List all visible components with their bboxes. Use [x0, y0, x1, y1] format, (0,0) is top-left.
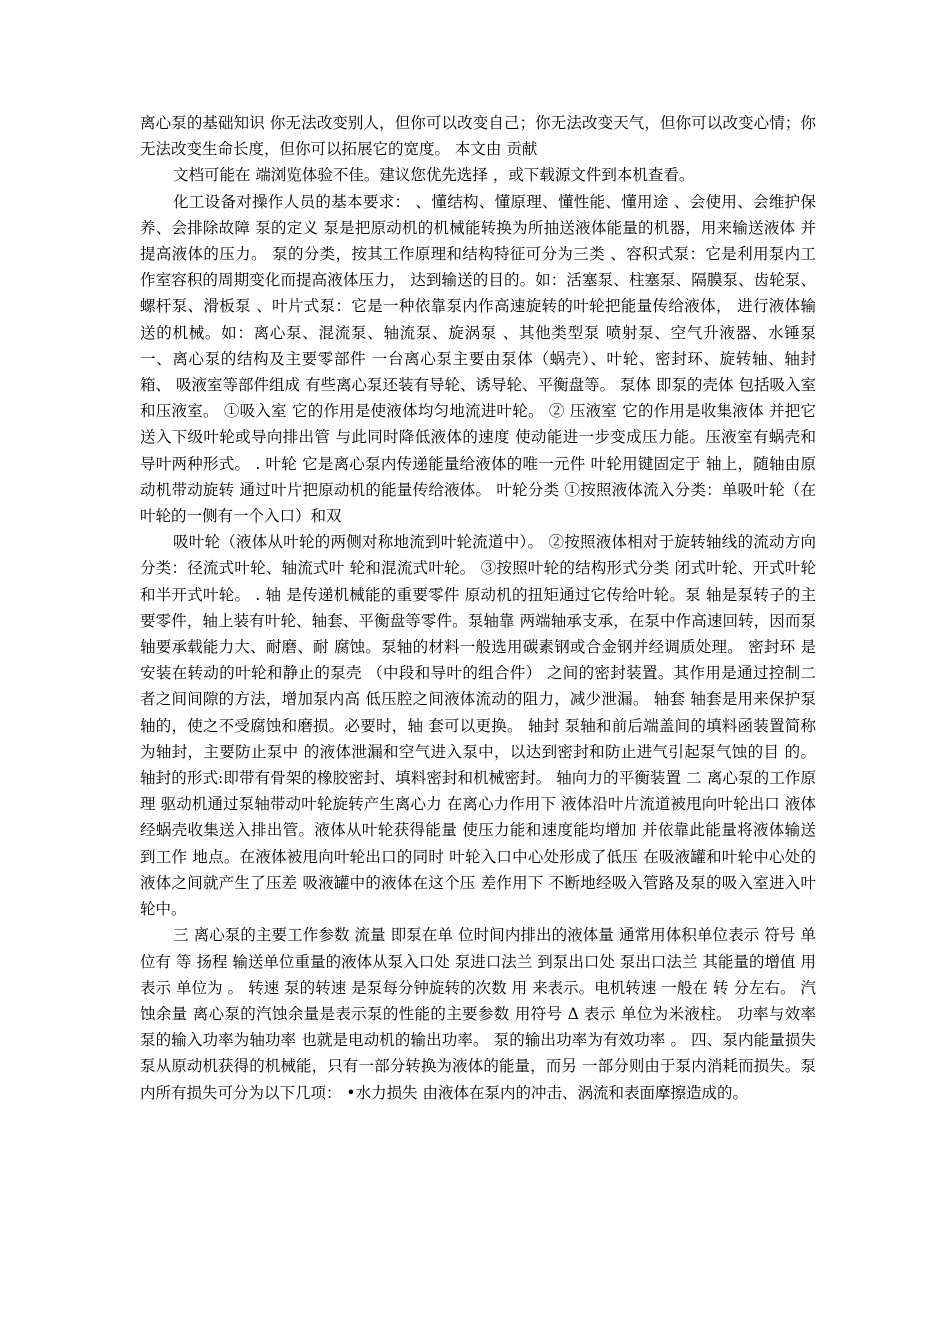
paragraph-parameters-losses: 三 离心泵的主要工作参数 流量 即泵在单 位时间内排出的液体量 通常用体积单位表示 符号 单位有 等 扬程 输送单位重量的液体从泵入口处 泵进口法兰 到泵出口处 泵出口法兰 其能量的增值 用 表示 单位为 。 转速 泵的转速 是泵每分钟旋转的次数 用 来表示。电机转速 一般在 转 分左右。 汽蚀余量 离心泵的汽蚀余量是表示泵的性能的主要参数 用符号 Δ 表示 单位为米液柱。 功率与效率 泵的输入功率为轴功率 也就是电动机的输出功率。 泵的输出功率为有效功率 。 四、泵内能量损失 泵从原动机获得的机械能，只有一部分转换为液体的能量，而另 一部分则由于泵内消耗而损失。泵内所有损失可分为以下几项： •水力损失 由液体在泵内的冲击、涡流和表面摩擦造成的。: [140, 926, 816, 1102]
paragraph-notice: 文档可能在 端浏览体验不佳。建议您优先选择 ，或下载源文件到本机查看。: [173, 166, 695, 185]
document-body: [140, 110, 816, 1106]
paragraph-requirements-structure: 化工设备对操作人员的基本要求： 、懂结构、懂原理、懂性能、懂用途 、会使用、会维护保养、会排除故障 泵的定义 泵是把原动机的机械能转换为所抽送液体能量的机器，用来输送液体 并提高液体的压力。 泵的分类，按其工作原理和结构特征可分为三类 、容积式泵：它是利用泵内工作室容积的周期变化而提高液体压力， 达到输送的目的。如：活塞泵、柱塞泵、隔膜泵、齿轮泵、螺杆泵、滑板泵 、叶片式泵：它是一种依靠泵内作高速旋转的叶轮把能量传给液体， 进行液体输送的机械。如：离心泵、混流泵、轴流泵、旋涡泵 、其他类型泵 喷射泵、空气升液器、水锤泵 一、离心泵的结构及主要零部件 一台离心泵主要由泵体（蜗壳）、叶轮、密封环、旋转轴、轴封箱、 吸液室等部件组成 有些离心泵还装有导轮、诱导轮、平衡盘等。 泵体 即泵的壳体 包括吸入室和压液室。 ①吸入室 它的作用是使液体均匀地流进叶轮。 ② 压液室 它的作用是收集液体 并把它送入下级叶轮或导向排出管 与此同时降低液体的速度 使动能进一步变成压力能。压液室有蜗壳和 导叶两种形式。 . 叶轮 它是离心泵内传递能量给液体的唯一元件 叶轮用键固定于 轴上，随轴由原动机带动旋转 通过叶片把原动机的能量传给液体。 叶轮分类 ①按照液体流入分类：单吸叶轮（在叶轮的一侧有一个入口）和双: [140, 192, 816, 526]
paragraph-impeller-shaft-principle: 吸叶轮（液体从叶轮的两侧对称地流到叶轮流道中）。 ②按照液体相对于旋转轴线的流动方向分类：径流式叶轮、轴流式叶 轮和混流式叶轮。 ③按照叶轮的结构形式分类 闭式叶轮、开式叶轮和半开式叶轮。 . 轴 是传递机械能的重要零件 原动机的扭矩通过它传给叶轮。泵 轴是泵转子的主要零件，轴上装有叶轮、轴套、平衡盘等零件。泵轴靠 两端轴承支承，在泵中作高速回转，因而泵轴要承载能力大、耐磨、耐 腐蚀。泵轴的材料一般选用碳素钢或合金钢并经调质处理。 密封环 是安装在转动的叶轮和静止的泵壳 （中段和导叶的组合件） 之间的密封装置。其作用是通过控制二者之间间隙的方法，增加泵内高 低压腔之间液体流动的阻力，减少泄漏。 轴套 轴套是用来保护泵轴的，使之不受腐蚀和磨损。必要时，轴 套可以更换。 轴封 泵轴和前后端盖间的填料函装置简称为轴封，主要防止泵中 的液体泄漏和空气进入泵中，以达到密封和防止进气引起泵气蚀的目 的。 轴封的形式:即带有骨架的橡胶密封、填料密封和机械密封。 轴向力的平衡装置 二 离心泵的工作原理 驱动机通过泵轴带动叶轮旋转产生离心力 在离心力作用下 液体沿叶片流道被甩向叶轮出口 液体经蜗壳收集送入排出管。液体从叶轮获得能量 使压力能和速度能均增加 并依靠此能量将液体输送到工作 地点。在液体被甩向叶轮出口的同时 叶轮入口中心处形成了低压 在吸液罐和叶轮中心处的液体之间就产生了压差 吸液罐中的液体在这个压 差作用下 不断地经吸入管路及泵的吸入室进入叶轮中。: [140, 533, 816, 919]
paragraph-intro: 离心泵的基础知识 你无法改变别人，但你可以改变自己；你无法改变天气，但你可以改变心情；你无法改变生命长度，但你可以拓展它的宽度。 本文由 贡献: [140, 114, 816, 159]
